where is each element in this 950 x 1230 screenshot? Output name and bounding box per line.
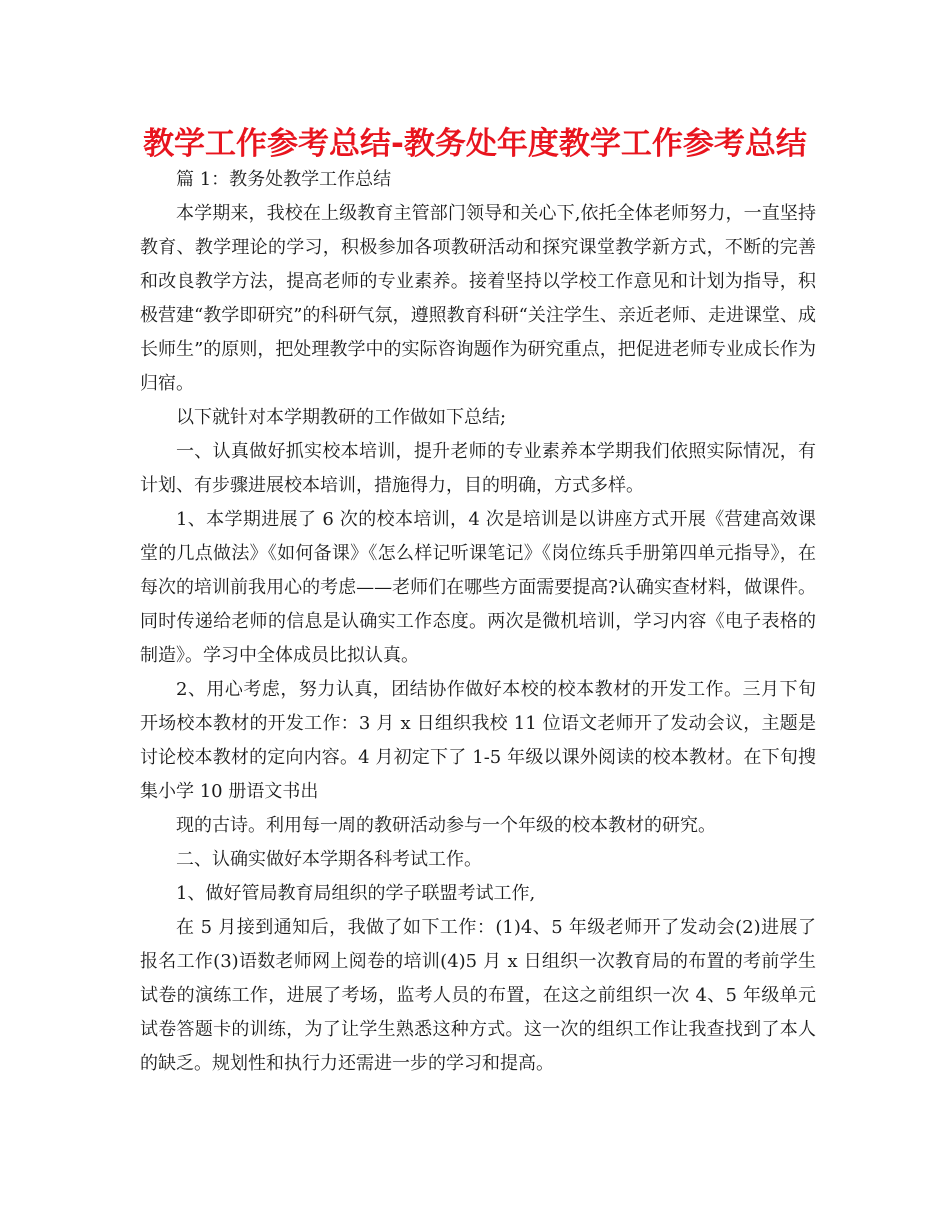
document-body — [140, 163, 816, 1081]
section-heading: 篇 1：教务处教学工作总结 — [176, 169, 392, 190]
paragraph: 本学期来，我校在上级教育主管部门领导和关心下,依托全体老师努力，一直坚持教育、教学理论的学习，积极参加各项教研活动和探究课堂教学新方式，不断的完善和改良教学方法，提高老师的专业素养。接着坚持以学校工作意见和计划为指导，积极营建“教学即研究”的科研气氛，遵照教育科研“关注学生、亲近老师、走进课堂、成长师生”的原则，把处理教学中的实际咨询题作为研究重点，把促进老师专业成长作为归宿。 — [140, 203, 816, 394]
paragraph: 1、本学期进展了 6 次的校本培训，4 次是培训是以讲座方式开展《营建高效课堂的几点做法》《如何备课》《怎么样记听课笔记》《岗位练兵手册第四单元指导》，在每次的培训前我用心的考虑——老师们在哪些方面需要提高?认确实查材料，做课件。同时传递给老师的信息是认确实工作态度。两次是微机培训，学习内容《电子表格的制造》。学习中全体成员比拟认真。 — [140, 509, 816, 666]
paragraph: 二、认确实做好本学期各科考试工作。 — [176, 849, 482, 870]
paragraph: 以下就针对本学期教研的工作做如下总结; — [176, 407, 507, 428]
paragraph: 2、用心考虑，努力认真，团结协作做好本校的校本教材的开发工作。三月下旬开场校本教材的开发工作：3 月 x 日组织我校 11 位语文老师开了发动会议，主题是讨论校本教材的定向内容。4 月初定下了 1-5 年级以课外阅读的校本教材。在下旬搜集小学 10 册语文书出 — [140, 679, 816, 802]
paragraph: 1、做好管局教育局组织的学子联盟考试工作, — [176, 883, 536, 904]
document-title: 教学工作参考总结-教务处年度教学工作参考总结 — [143, 126, 807, 162]
paragraph: 一、认真做好抓实校本培训，提升老师的专业素养本学期我们依照实际情况，有计划、有步骤进展校本培训，措施得力，目的明确，方式多样。 — [140, 441, 816, 496]
paragraph: 现的古诗。利用每一周的教研活动参与一个年级的校本教材的研究。 — [176, 815, 716, 836]
paragraph: 在 5 月接到通知后，我做了如下工作：(1)4、5 年级老师开了发动会(2)进展了报名工作(3)语数老师网上阅卷的培训(4)5 月 x 日组织一次教育局的布置的考前学生试卷的演练工作，进展了考场，监考人员的布置，在这之前组织一次 4、5 年级单元试卷答题卡的训练，为了让学生熟悉这种方式。这一次的组织工作让我查找到了本人的缺乏。规划性和执行力还需进一步的学习和提高。 — [140, 917, 816, 1074]
